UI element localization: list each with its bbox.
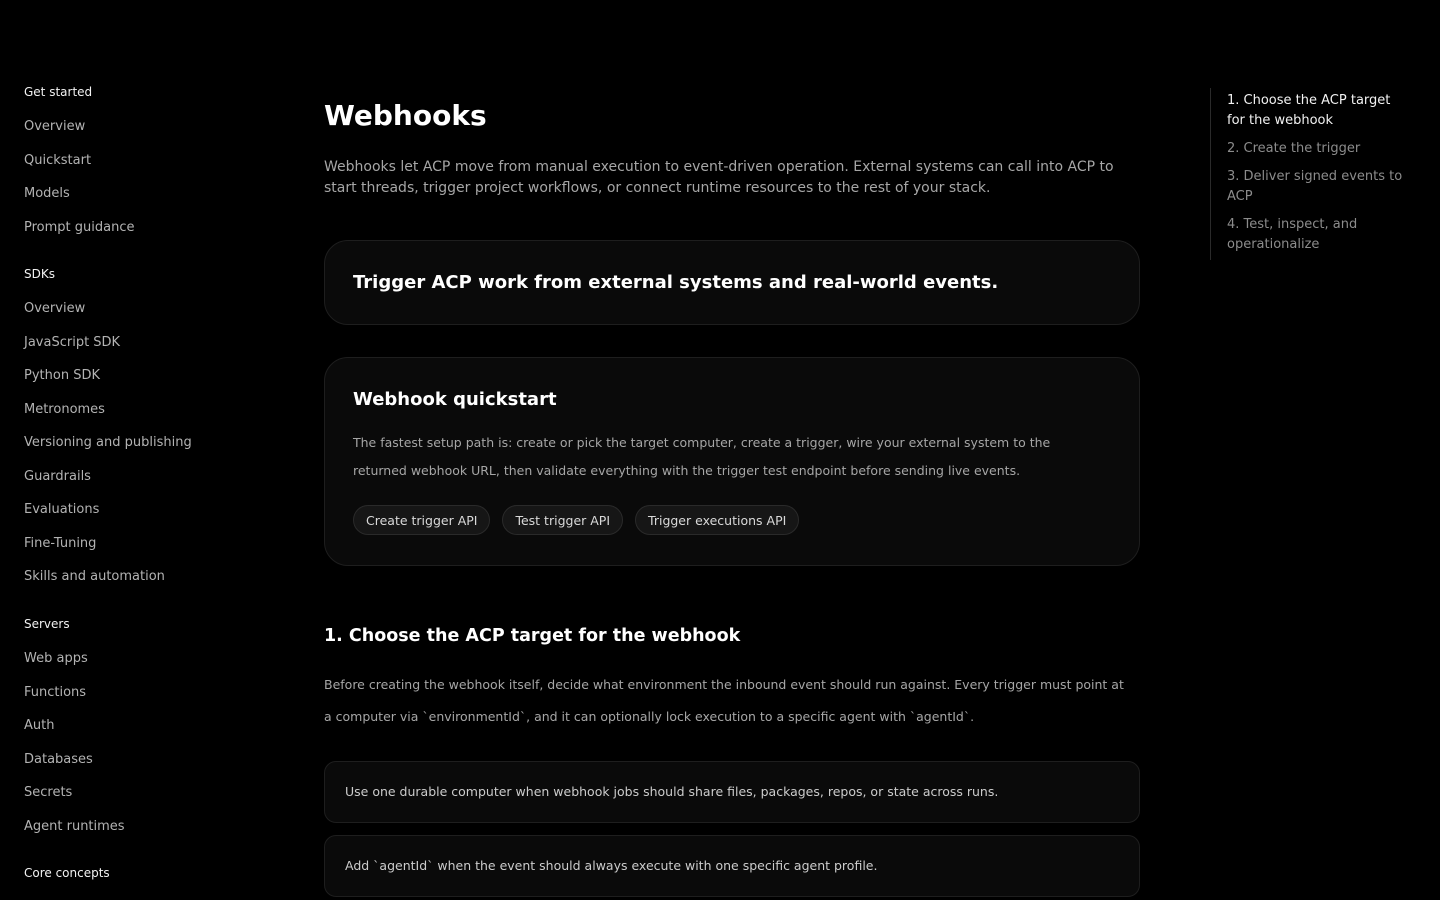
- sidebar-item-javascript-sdk[interactable]: JavaScript SDK: [24, 334, 121, 350]
- nav-group-get-started: [24, 82, 134, 244]
- sidebar-item-web-apps[interactable]: Web apps: [24, 651, 88, 666]
- section-body-choose-target: Before creating the webhook itself, decide what environment the inbound event should run against. Every trigger must point at a computer via `environmentId`, and it can optionally lock execution to a specific agent with `agentId`.: [324, 677, 1124, 724]
- note-card: [324, 835, 1140, 897]
- quickstart-body: The fastest setup path is: create or pick the target computer, create a trigger, wire your external system to the returned webhook URL, then validate everything with the trigger test endpoint before sending live events.: [353, 435, 1051, 478]
- quickstart-links: [353, 505, 799, 535]
- sidebar-item-metronomes[interactable]: Metronomes: [24, 401, 105, 417]
- sidebar-item-guardrails[interactable]: Guardrails: [24, 468, 91, 484]
- sidebar-item-versioning[interactable]: Versioning and publishing: [24, 435, 192, 450]
- test-trigger-api-button[interactable]: Test trigger API: [502, 505, 623, 535]
- hero-text: Trigger ACP work from external systems and real-world events.: [353, 272, 999, 293]
- sidebar-item-databases[interactable]: Databases: [24, 751, 93, 767]
- section-heading-choose-target: 1. Choose the ACP target for the webhook: [324, 626, 741, 646]
- sidebar-item-prompt-guidance[interactable]: Prompt guidance: [24, 219, 135, 235]
- sidebar-item-agent-runtimes[interactable]: Agent runtimes: [24, 818, 125, 834]
- sidebar-item-sdk-overview[interactable]: Overview: [24, 301, 86, 316]
- sidebar-item-models[interactable]: Models: [24, 186, 70, 201]
- nav-group-sdks: [24, 264, 192, 594]
- nav-group-core-concepts: [24, 863, 110, 883]
- sidebar-item-secrets[interactable]: Secrets: [24, 785, 73, 800]
- left-sidebar: [0, 0, 260, 900]
- sidebar-item-quickstart[interactable]: Quickstart: [24, 152, 92, 168]
- sidebar-item-overview[interactable]: Overview: [24, 119, 86, 134]
- nav-heading-core-concepts: Core concepts: [24, 866, 110, 880]
- note-card: [324, 761, 1140, 823]
- note-text: Use one durable computer when webhook jobs should share files, packages, repos, or state across runs.: [345, 784, 999, 799]
- quickstart-card: [324, 357, 1140, 566]
- hero-card: [324, 240, 1140, 325]
- page-intro: Webhooks let ACP move from manual execution to event-driven operation. External systems can call into ACP to start threads, trigger project workflows, or connect runtime resources to the rest of your stack.: [324, 159, 1114, 196]
- table-of-contents: [1210, 88, 1416, 260]
- sidebar-item-auth[interactable]: Auth: [24, 718, 55, 733]
- nav-heading-get-started: Get started: [24, 85, 93, 99]
- toc-item-create-trigger[interactable]: 2. Create the trigger: [1227, 141, 1361, 156]
- toc-item-test-inspect[interactable]: 4. Test, inspect, and operationalize: [1227, 217, 1358, 252]
- sidebar-item-functions[interactable]: Functions: [24, 684, 87, 700]
- sidebar-item-skills-automation[interactable]: Skills and automation: [24, 569, 165, 584]
- create-trigger-api-button[interactable]: Create trigger API: [353, 505, 490, 535]
- page-title: Webhooks: [324, 99, 487, 132]
- nav-group-servers: [24, 614, 125, 843]
- toc-item-choose-target[interactable]: 1. Choose the ACP target for the webhook: [1227, 93, 1391, 128]
- sidebar-item-python-sdk[interactable]: Python SDK: [24, 368, 100, 383]
- toc-item-deliver-events[interactable]: 3. Deliver signed events to ACP: [1227, 169, 1403, 204]
- sidebar-item-fine-tuning[interactable]: Fine-Tuning: [24, 535, 97, 551]
- quickstart-title: Webhook quickstart: [353, 389, 557, 410]
- main-content: [324, 0, 1142, 900]
- note-text: Add `agentId` when the event should always execute with one specific agent profile.: [345, 858, 878, 873]
- nav-heading-servers: Servers: [24, 617, 70, 631]
- sidebar-item-evaluations[interactable]: Evaluations: [24, 502, 100, 517]
- nav-heading-sdks: SDKs: [24, 267, 55, 281]
- trigger-executions-api-button[interactable]: Trigger executions API: [635, 505, 799, 535]
